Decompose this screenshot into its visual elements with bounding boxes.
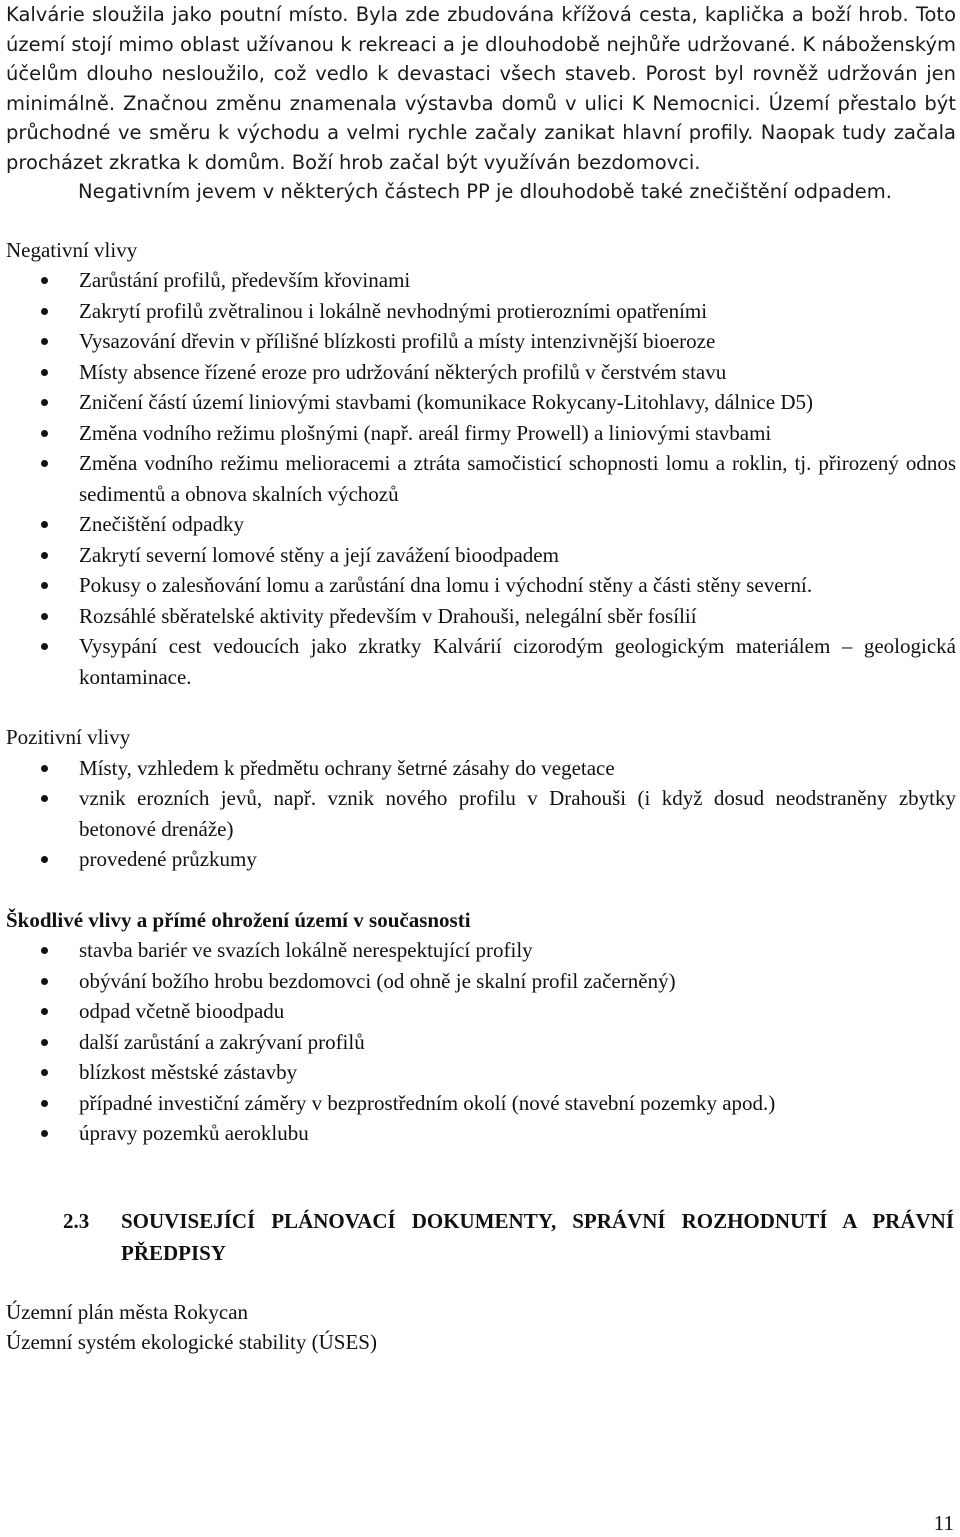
positive-impacts-list	[6, 753, 956, 875]
negative-impacts-list	[6, 265, 956, 692]
bullet-icon	[41, 369, 48, 376]
page-number: 11	[933, 1511, 954, 1535]
list-item: odpad včetně bioodpadu	[6, 996, 956, 1027]
list-item: další zarůstání a zakrývaní profilů	[6, 1027, 956, 1058]
document-page	[6, 0, 956, 1357]
chapter-number: 2.3	[63, 1208, 90, 1233]
list-item: Změna vodního režimu melioracemi a ztráta samočisticí schopnosti lomu a roklin, tj. přirozený odnos sedimentů a obnova skalních výchozů	[6, 448, 956, 509]
current-threats-list	[6, 935, 956, 1149]
bullet-icon	[41, 460, 48, 467]
chapter-title: SOUVISEJÍCÍ PLÁNOVACÍ DOKUMENTY, SPRÁVNÍ ROZHODNUTÍ A PRÁVNÍ PŘEDPISY	[121, 1208, 954, 1265]
list-item: Místy, vzhledem k předmětu ochrany šetrné zásahy do vegetace	[6, 753, 956, 784]
bullet-icon	[41, 613, 48, 620]
bullet-icon	[41, 277, 48, 284]
bullet-icon	[41, 795, 48, 802]
list-item: Zničení částí území liniovými stavbami (komunikace Rokycany-Litohlavy, dálnice D5)	[6, 387, 956, 418]
bullet-icon	[41, 765, 48, 772]
current-threats-heading: Škodlivé vlivy a přímé ohrožení území v současnosti	[6, 907, 471, 932]
list-item: případné investiční záměry v bezprostředním okolí (nové stavební pozemky apod.)	[6, 1088, 956, 1119]
bullet-icon	[41, 430, 48, 437]
list-item: Znečištění odpadky	[6, 509, 956, 540]
list-item: Zarůstání profilů, především křovinami	[6, 265, 956, 296]
chapter-heading	[6, 1205, 956, 1269]
list-item: Vysypání cest vedoucích jako zkratky Kalvárií cizorodým geologickým materiálem – geologická kontaminace.	[6, 631, 956, 692]
list-item: Vysazování dřevin v přílišné blízkosti profilů a místy intenzivnější bioeroze	[6, 326, 956, 357]
reference-item: Územní systém ekologické stability (ÚSES)	[6, 1329, 377, 1354]
bullet-icon	[41, 338, 48, 345]
list-item: vznik erozních jevů, např. vznik nového profilu v Drahouši (i když dosud neodstraněny zbytky betonové drenáže)	[6, 783, 956, 844]
list-item: Rozsáhlé sběratelské aktivity především v Drahouši, nelegální sběr fosílií	[6, 601, 956, 632]
reference-item: Územní plán města Rokycan	[6, 1299, 249, 1324]
intro-text	[6, 0, 956, 207]
intro-paragraph-2: Negativním jevem v některých částech PP je dlouhodobě také znečištění odpadem.	[78, 180, 892, 203]
references	[6, 1297, 956, 1357]
list-item: obývání božího hrobu bezdomovci (od ohně je skalní profil začerněný)	[6, 966, 956, 997]
intro-paragraph-1: Kalvárie sloužila jako poutní místo. Byla zde zbudována křížová cesta, kaplička a boží hrob. Toto území stojí mimo oblast užívanou k rekreaci a je dlouhodobě nejhůře udržované. K náboženským účelům dlouho nesloužilo, což vedlo k devastaci všech staveb. Porost byl rovněž udržován jen minimálně. Značnou změnu znamenala výstavba domů v ulici K Nemocnici. Území přestalo být průchodné ve směru k východu a velmi rychle začaly zanikat hlavní profily. Naopak tudy začala procházet zkratka k domům. Boží hrob začal být využíván bezdomovci.	[6, 3, 956, 174]
bullet-icon	[41, 399, 48, 406]
bullet-icon	[41, 643, 48, 650]
bullet-icon	[41, 1069, 48, 1076]
bullet-icon	[41, 552, 48, 559]
list-item: Zakrytí severní lomové stěny a její zavážení bioodpadem	[6, 540, 956, 571]
bullet-icon	[41, 947, 48, 954]
list-item: Pokusy o zalesňování lomu a zarůstání dna lomu i východní stěny a části stěny severní.	[6, 570, 956, 601]
positive-impacts-heading: Pozitivní vlivy	[6, 725, 131, 749]
bullet-icon	[41, 521, 48, 528]
list-item: Místy absence řízené eroze pro udržování některých profilů v čerstvém stavu	[6, 357, 956, 388]
list-item: úpravy pozemků aeroklubu	[6, 1118, 956, 1149]
negative-impacts-heading: Negativní vlivy	[6, 237, 138, 262]
bullet-icon	[41, 1008, 48, 1015]
list-item: Zakrytí profilů zvětralinou i lokálně nevhodnými protierozními opatřeními	[6, 296, 956, 327]
bullet-icon	[41, 1039, 48, 1046]
bullet-icon	[41, 308, 48, 315]
bullet-icon	[41, 582, 48, 589]
bullet-icon	[41, 1130, 48, 1137]
bullet-icon	[41, 978, 48, 985]
bullet-icon	[41, 1100, 48, 1107]
bullet-icon	[41, 856, 48, 863]
list-item: blízkost městské zástavby	[6, 1057, 956, 1088]
list-item: stavba bariér ve svazích lokálně nerespektující profily	[6, 935, 956, 966]
list-item: provedené průzkumy	[6, 844, 956, 875]
list-item: Změna vodního režimu plošnými (např. areál firmy Prowell) a liniovými stavbami	[6, 418, 956, 449]
